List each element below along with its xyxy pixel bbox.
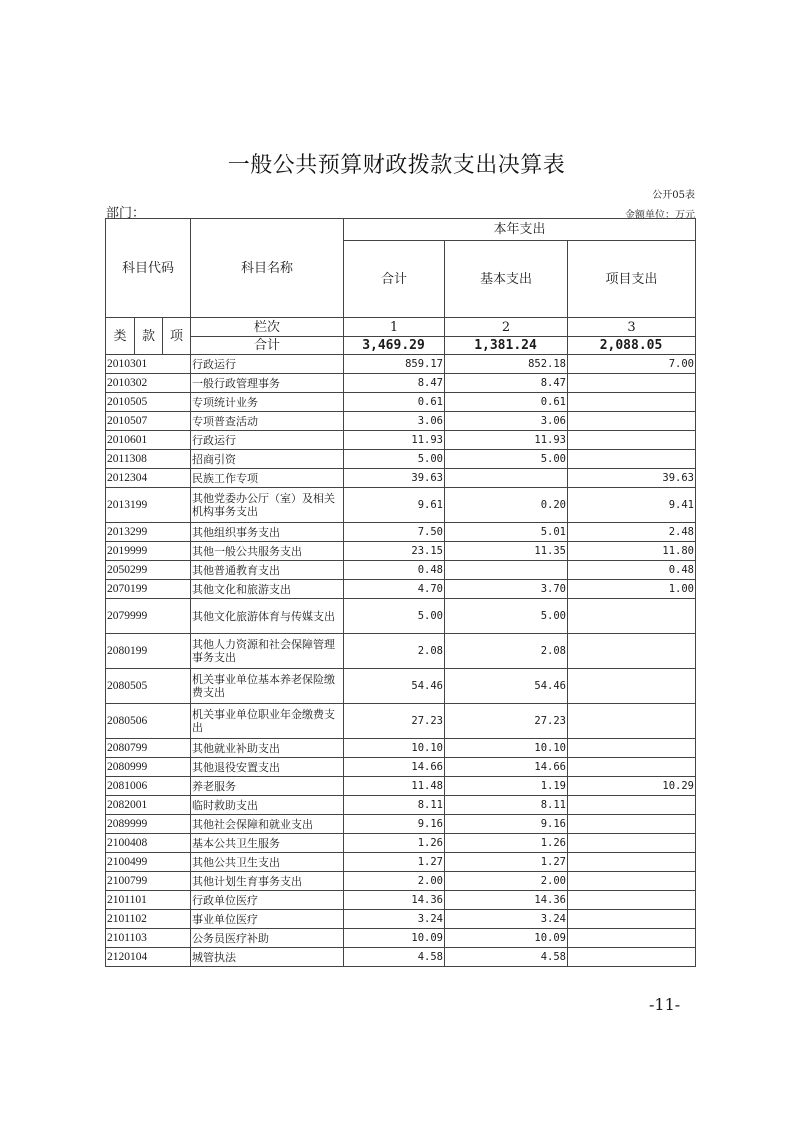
row-code: 2120104 bbox=[106, 948, 191, 967]
row-project bbox=[568, 758, 696, 777]
row-project bbox=[568, 853, 696, 872]
row-basic bbox=[445, 561, 568, 580]
row-code: 2082001 bbox=[106, 796, 191, 815]
header-kuan: 款 bbox=[135, 318, 163, 355]
row-code: 2080505 bbox=[106, 669, 191, 704]
row-project: 1.00 bbox=[568, 580, 696, 599]
row-project bbox=[568, 374, 696, 393]
row-total: 3.06 bbox=[344, 412, 445, 431]
row-basic: 9.16 bbox=[445, 815, 568, 834]
row-name: 专项统计业务 bbox=[191, 393, 344, 412]
row-total: 10.09 bbox=[344, 929, 445, 948]
header-basic: 基本支出 bbox=[445, 241, 568, 318]
row-name: 其他文化和旅游支出 bbox=[191, 580, 344, 599]
row-name: 行政运行 bbox=[191, 355, 344, 374]
header-current-year-expenditure: 本年支出 bbox=[344, 219, 696, 241]
row-project bbox=[568, 815, 696, 834]
row-name: 事业单位医疗 bbox=[191, 910, 344, 929]
row-code: 2100408 bbox=[106, 834, 191, 853]
row-project bbox=[568, 634, 696, 669]
row-code: 2010601 bbox=[106, 431, 191, 450]
table-row bbox=[106, 580, 696, 599]
row-basic: 8.47 bbox=[445, 374, 568, 393]
row-project: 9.41 bbox=[568, 488, 696, 523]
total-row-label: 合计 bbox=[191, 337, 344, 355]
row-total: 3.24 bbox=[344, 910, 445, 929]
table-row bbox=[106, 431, 696, 450]
amount-unit-label: 金额单位：万元 bbox=[625, 210, 695, 221]
row-total: 10.10 bbox=[344, 739, 445, 758]
row-total: 0.48 bbox=[344, 561, 445, 580]
row-name: 其他一般公共服务支出 bbox=[191, 542, 344, 561]
row-project bbox=[568, 796, 696, 815]
row-total: 11.93 bbox=[344, 431, 445, 450]
row-basic: 0.20 bbox=[445, 488, 568, 523]
row-project: 0.48 bbox=[568, 561, 696, 580]
row-total: 27.23 bbox=[344, 704, 445, 739]
row-total: 7.50 bbox=[344, 523, 445, 542]
expenditure-table bbox=[105, 218, 696, 967]
row-project bbox=[568, 599, 696, 634]
row-name: 招商引资 bbox=[191, 450, 344, 469]
header-xiang: 项 bbox=[163, 318, 191, 355]
row-name: 其他文化旅游体育与传媒支出 bbox=[191, 599, 344, 634]
row-total: 39.63 bbox=[344, 469, 445, 488]
table-row bbox=[106, 739, 696, 758]
row-name: 其他普通教育支出 bbox=[191, 561, 344, 580]
row-basic: 14.36 bbox=[445, 891, 568, 910]
row-project bbox=[568, 393, 696, 412]
row-total: 859.17 bbox=[344, 355, 445, 374]
row-name: 其他退役安置支出 bbox=[191, 758, 344, 777]
row-total: 0.61 bbox=[344, 393, 445, 412]
row-code: 2012304 bbox=[106, 469, 191, 488]
row-code: 2080506 bbox=[106, 704, 191, 739]
form-number: 公开05表 bbox=[652, 190, 695, 201]
page-number: -11- bbox=[649, 995, 681, 1014]
total-row-project: 2,088.05 bbox=[568, 337, 696, 355]
table-row bbox=[106, 796, 696, 815]
row-name: 一般行政管理事务 bbox=[191, 374, 344, 393]
row-total: 5.00 bbox=[344, 599, 445, 634]
row-name: 行政运行 bbox=[191, 431, 344, 450]
row-code: 2013199 bbox=[106, 488, 191, 523]
table-row bbox=[106, 412, 696, 431]
total-row-basic: 1,381.24 bbox=[445, 337, 568, 355]
row-code: 2019999 bbox=[106, 542, 191, 561]
row-name: 基本公共卫生服务 bbox=[191, 834, 344, 853]
row-project bbox=[568, 929, 696, 948]
row-name: 其他社会保障和就业支出 bbox=[191, 815, 344, 834]
row-basic: 1.19 bbox=[445, 777, 568, 796]
row-name: 其他公共卫生支出 bbox=[191, 853, 344, 872]
row-basic: 2.08 bbox=[445, 634, 568, 669]
row-code: 2050299 bbox=[106, 561, 191, 580]
header-column-index: 栏次 bbox=[191, 318, 344, 337]
row-basic: 0.61 bbox=[445, 393, 568, 412]
page-title: 一般公共预算财政拨款支出决算表 bbox=[227, 153, 566, 178]
header-name: 科目名称 bbox=[191, 219, 344, 318]
row-basic: 8.11 bbox=[445, 796, 568, 815]
table-row bbox=[106, 853, 696, 872]
row-project: 11.80 bbox=[568, 542, 696, 561]
row-code: 2089999 bbox=[106, 815, 191, 834]
row-code: 2010507 bbox=[106, 412, 191, 431]
row-basic: 11.93 bbox=[445, 431, 568, 450]
table-row bbox=[106, 834, 696, 853]
row-basic: 2.00 bbox=[445, 872, 568, 891]
row-project bbox=[568, 412, 696, 431]
row-project bbox=[568, 431, 696, 450]
table-row bbox=[106, 355, 696, 374]
row-basic: 852.18 bbox=[445, 355, 568, 374]
table-row bbox=[106, 450, 696, 469]
table-row bbox=[106, 948, 696, 967]
row-code: 2070199 bbox=[106, 580, 191, 599]
row-code: 2011308 bbox=[106, 450, 191, 469]
row-project bbox=[568, 948, 696, 967]
row-project bbox=[568, 910, 696, 929]
table-row bbox=[106, 777, 696, 796]
table-row bbox=[106, 599, 696, 634]
row-basic: 27.23 bbox=[445, 704, 568, 739]
row-basic: 10.10 bbox=[445, 739, 568, 758]
header-project: 项目支出 bbox=[568, 241, 696, 318]
row-code: 2101102 bbox=[106, 910, 191, 929]
table-row bbox=[106, 488, 696, 523]
table-row bbox=[106, 872, 696, 891]
total-row-total: 3,469.29 bbox=[344, 337, 445, 355]
row-code: 2100799 bbox=[106, 872, 191, 891]
header-code: 科目代码 bbox=[106, 219, 191, 318]
row-basic: 5.00 bbox=[445, 599, 568, 634]
row-name: 行政单位医疗 bbox=[191, 891, 344, 910]
row-name: 机关事业单位职业年金缴费支出 bbox=[191, 704, 344, 739]
row-total: 8.11 bbox=[344, 796, 445, 815]
table-row bbox=[106, 542, 696, 561]
row-basic: 1.27 bbox=[445, 853, 568, 872]
row-basic: 54.46 bbox=[445, 669, 568, 704]
row-code: 2013299 bbox=[106, 523, 191, 542]
department-label: 部门： bbox=[106, 206, 146, 221]
row-project: 10.29 bbox=[568, 777, 696, 796]
row-basic: 3.24 bbox=[445, 910, 568, 929]
table-row bbox=[106, 523, 696, 542]
row-project: 7.00 bbox=[568, 355, 696, 374]
row-project bbox=[568, 872, 696, 891]
row-name: 临时救助支出 bbox=[191, 796, 344, 815]
row-total: 54.46 bbox=[344, 669, 445, 704]
row-project bbox=[568, 739, 696, 758]
row-name: 其他党委办公厅（室）及相关机构事务支出 bbox=[191, 488, 344, 523]
row-basic bbox=[445, 469, 568, 488]
row-code: 2080999 bbox=[106, 758, 191, 777]
row-total: 2.00 bbox=[344, 872, 445, 891]
row-basic: 11.35 bbox=[445, 542, 568, 561]
row-code: 2080799 bbox=[106, 739, 191, 758]
row-total: 14.66 bbox=[344, 758, 445, 777]
row-code: 2010505 bbox=[106, 393, 191, 412]
table-row bbox=[106, 374, 696, 393]
row-name: 公务员医疗补助 bbox=[191, 929, 344, 948]
row-code: 2079999 bbox=[106, 599, 191, 634]
table-row bbox=[106, 910, 696, 929]
row-basic: 3.06 bbox=[445, 412, 568, 431]
row-code: 2081006 bbox=[106, 777, 191, 796]
table-row bbox=[106, 929, 696, 948]
row-project bbox=[568, 704, 696, 739]
row-name: 其他就业补助支出 bbox=[191, 739, 344, 758]
row-project bbox=[568, 834, 696, 853]
row-code: 2100499 bbox=[106, 853, 191, 872]
row-basic: 5.00 bbox=[445, 450, 568, 469]
row-project bbox=[568, 450, 696, 469]
row-basic: 3.70 bbox=[445, 580, 568, 599]
column-index-3: 3 bbox=[568, 318, 696, 337]
row-project bbox=[568, 891, 696, 910]
table-row bbox=[106, 561, 696, 580]
row-total: 8.47 bbox=[344, 374, 445, 393]
row-total: 4.58 bbox=[344, 948, 445, 967]
row-project bbox=[568, 669, 696, 704]
table-row bbox=[106, 393, 696, 412]
row-code: 2010302 bbox=[106, 374, 191, 393]
row-project: 39.63 bbox=[568, 469, 696, 488]
table-row bbox=[106, 634, 696, 669]
row-name: 民族工作专项 bbox=[191, 469, 344, 488]
row-total: 1.27 bbox=[344, 853, 445, 872]
row-basic: 1.26 bbox=[445, 834, 568, 853]
row-basic: 10.09 bbox=[445, 929, 568, 948]
column-index-1: 1 bbox=[344, 318, 445, 337]
row-total: 23.15 bbox=[344, 542, 445, 561]
row-project: 2.48 bbox=[568, 523, 696, 542]
row-basic: 5.01 bbox=[445, 523, 568, 542]
table-row bbox=[106, 758, 696, 777]
row-total: 2.08 bbox=[344, 634, 445, 669]
table-row bbox=[106, 704, 696, 739]
table-row bbox=[106, 891, 696, 910]
row-name: 其他计划生育事务支出 bbox=[191, 872, 344, 891]
row-name: 专项普查活动 bbox=[191, 412, 344, 431]
column-index-2: 2 bbox=[445, 318, 568, 337]
row-name: 城管执法 bbox=[191, 948, 344, 967]
row-name: 其他组织事务支出 bbox=[191, 523, 344, 542]
row-basic: 14.66 bbox=[445, 758, 568, 777]
row-name: 养老服务 bbox=[191, 777, 344, 796]
table-row bbox=[106, 815, 696, 834]
row-code: 2080199 bbox=[106, 634, 191, 669]
table-row bbox=[106, 669, 696, 704]
header-lei: 类 bbox=[106, 318, 135, 355]
row-total: 4.70 bbox=[344, 580, 445, 599]
row-total: 9.16 bbox=[344, 815, 445, 834]
row-name: 其他人力资源和社会保障管理事务支出 bbox=[191, 634, 344, 669]
header-total: 合计 bbox=[344, 241, 445, 318]
row-total: 11.48 bbox=[344, 777, 445, 796]
row-total: 9.61 bbox=[344, 488, 445, 523]
row-code: 2101103 bbox=[106, 929, 191, 948]
row-code: 2101101 bbox=[106, 891, 191, 910]
row-basic: 4.58 bbox=[445, 948, 568, 967]
row-total: 5.00 bbox=[344, 450, 445, 469]
row-name: 机关事业单位基本养老保险缴费支出 bbox=[191, 669, 344, 704]
row-total: 1.26 bbox=[344, 834, 445, 853]
row-total: 14.36 bbox=[344, 891, 445, 910]
table-row bbox=[106, 469, 696, 488]
row-code: 2010301 bbox=[106, 355, 191, 374]
